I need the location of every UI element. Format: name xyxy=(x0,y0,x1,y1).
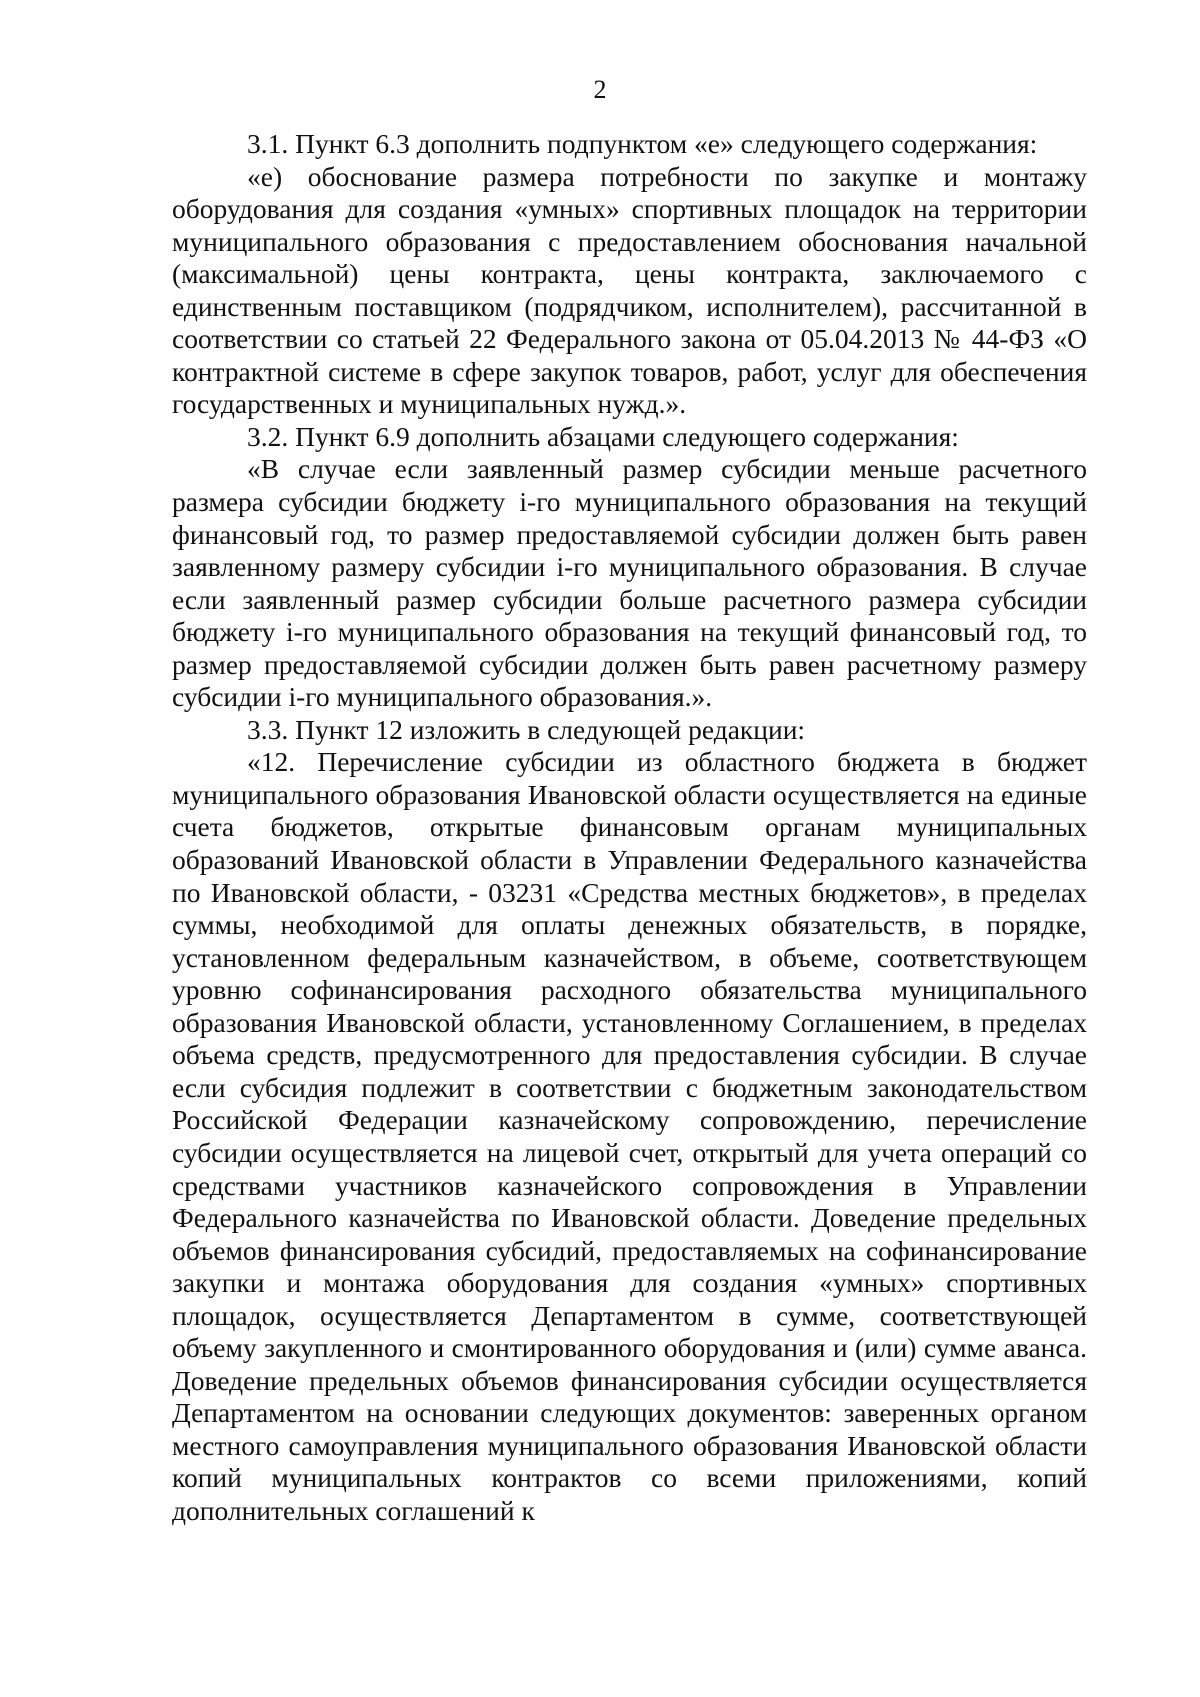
paragraph-3-1-heading: 3.1. Пункт 6.3 дополнить подпунктом «е» следующего содержания: xyxy=(247,128,1038,159)
paragraph-3-2-heading: 3.2. Пункт 6.9 дополнить абзацами следующего содержания: xyxy=(247,420,959,452)
paragraph-3-2-text: «В случае если заявленный размер субсидии меньше расчетного размера субсидии бюджету i-го муниципального образования на текущий финансовый год, то размер предоставляемой субсидии должен быть равен заявленному размеру субсидии i-го муниципального образования. В случае если заявленный размер субсидии больше расчетного размера субсидии бюджету i-го муниципального образования на текущий финансовый год, то размер предоставляемой субсидии должен быть равен расчетному размеру субсидии i-го муниципального образования.». xyxy=(172,453,1087,713)
paragraph-3-3-text: «12. Перечисление субсидии из областного бюджета в бюджет муниципального образования Ивановской области осуществляется на единые счета бюджетов, открытые финансовым органам муниципальных образований Ивановской области в Управлении Федерального казначейства по Ивановской области, - 03231 «Средства местных бюджетов», в пределах суммы, необходимой для оплаты денежных обязательств, в порядке, установленном федеральным казначейством, в объеме, соответствующем уровню софинансирования расходного обязательства муниципального образования Ивановской области, установленному Соглашением, в пределах объема средств, предусмотренного для предоставления субсидии. В случае если субсидия подлежит в соответствии с бюджетным законодательством Российской Федерации казначейскому сопровождению, перечисление субсидии осуществляется на лицевой счет, открытый для учета операций со средствами участников казначейского сопровождения в Управлении Федерального казначейства по Ивановской области. Доведение предельных объемов финансирования субсидий, предоставляемых на софинансирование закупки и монтажа оборудования для создания «умных» спортивных площадок, осуществляется Департаментом в сумме, соответствующей объему закупленного и смонтированного оборудования и (или) сумме аванса. Доведение предельных объемов финансирования субсидии осуществляется Департаментом на основании следующих документов: заверенных органом местного самоуправления муниципального образования Ивановской области копий муниципальных контрактов со всеми приложениями, копий дополнительных соглашений к xyxy=(172,746,1087,1526)
page-number: 2 xyxy=(593,75,607,104)
paragraph-3-1-text: «е) обоснование размера потребности по закупке и монтажу оборудования для создания «умных» спортивных площадок на территории муниципального образования с предоставлением обоснования начальной (максимальной) цены контракта, цены контракта, заключаемого с единственным поставщиком (подрядчиком, исполнителем), рассчитанной в соответствии со статьей 22 Федерального закона от 05.04.2013 № 44-ФЗ «О контрактной системе в сфере закупок товаров, работ, услуг для обеспечения государственных и муниципальных нужд.». xyxy=(172,160,1087,420)
document-body xyxy=(172,128,1087,1528)
paragraph-3-3-heading: 3.3. Пункт 12 изложить в следующей редакции: xyxy=(247,713,806,745)
